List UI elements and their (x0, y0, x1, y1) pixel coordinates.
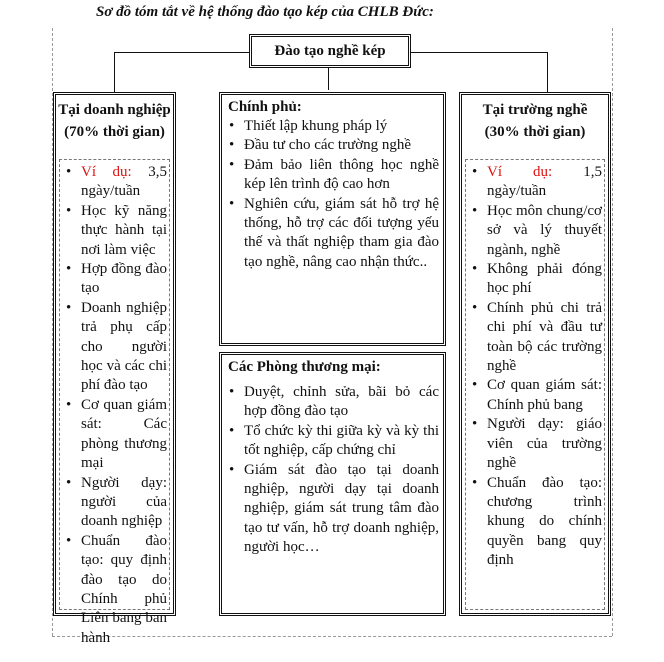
bullet-line: chỉ (377, 442, 396, 459)
bullet-line: doanh nghiệp (81, 513, 163, 530)
bullet-line: Chính phủ chi (487, 299, 579, 316)
bullet-line: nghiệp tham gia đào tạo (244, 234, 439, 270)
chamber-title: Các Phòng thương mại: (228, 359, 381, 375)
bullet-line: học phí (487, 280, 532, 297)
bullet-line: người học và (81, 338, 167, 375)
bullet-line: khung do chính (487, 513, 602, 530)
bullet-line: phủ Liên bang (81, 590, 167, 627)
government-title: Chính phủ: (228, 99, 302, 115)
example-label: Ví dụ: (487, 164, 553, 180)
left-title-line-1: Tại doanh nghiệp (58, 102, 171, 118)
bullet-line: Giám sát đào tạo tại doanh (244, 461, 439, 478)
bullet-line: Người dạy: giáo (487, 416, 602, 433)
bullet-line: hơn (366, 176, 390, 193)
bullet-line: nghiệp, người dạy tại doanh (244, 481, 439, 498)
bullet-item (465, 415, 602, 473)
bullet-line: Cơ quan giám (81, 396, 167, 413)
bullet-line: tư toàn bộ các (487, 319, 602, 355)
bullet-line: Nghiên cứu, giám sát hỗ trợ (244, 195, 420, 212)
bullet-item (222, 136, 439, 155)
bullet-line: nghề, nâng cao nhận thức.. (266, 253, 428, 270)
bullet-line: nghề kép lên trình độ cao (244, 156, 439, 193)
bullet-line: bang (553, 396, 583, 413)
bullet-item (465, 260, 602, 299)
bullet-line: sát: Chính phủ (487, 377, 602, 413)
connector-top-left (114, 52, 249, 53)
bullet-item (222, 156, 439, 195)
bullet-line: Học kỹ năng (81, 202, 167, 219)
right-column-header (462, 95, 608, 157)
bullet-line: kỳ thi tốt nghiệp, cấp chứng (244, 422, 440, 459)
bullet-line: Chuẩn đào tạo: (81, 532, 167, 569)
diagram-caption: Sơ đồ tóm tắt về hệ thống đào tạo kép của CHLB Đức: (96, 4, 434, 20)
bullet-line: Thiết lập khung pháp lý (244, 118, 388, 134)
bullet-item (222, 117, 439, 136)
bullet-line: nghề (487, 455, 517, 472)
bullet-line: Học môn (487, 202, 543, 219)
bullet-line: nghề (531, 241, 561, 258)
bullet-line: Người dạy: (81, 474, 167, 491)
bullet-line: quy định đào (81, 552, 168, 588)
bullet-item (222, 383, 439, 422)
bullet-line: ban hành (81, 610, 167, 646)
government-box (219, 92, 446, 346)
bullet-line: viên của trường (487, 435, 602, 452)
bullet-line: nghiệp, giám sát trung tâm (244, 500, 412, 517)
bullet-item (59, 299, 167, 396)
bullet-item (59, 260, 167, 299)
bullet-item (465, 202, 602, 260)
bullet-item (465, 299, 602, 377)
bullet-item (222, 422, 439, 461)
bullet-line: tạo (129, 377, 148, 394)
bullet-line: Tổ chức kỳ thi giữa kỳ và (244, 422, 401, 439)
bullet-line: Chuẩn đào tạo: (487, 474, 602, 491)
bullet-line: chung/cơ sở và (487, 202, 602, 239)
bullet-line: các chi phí đào (81, 358, 167, 394)
bullet-line: ngày/tuần (81, 183, 141, 200)
bullet-line: định (487, 552, 514, 569)
bullet-item (59, 396, 167, 474)
bullet-item (222, 195, 439, 273)
bullet-item (465, 474, 602, 571)
bullet-line: thương mại (81, 435, 167, 472)
bullet-line: Hợp đồng đào (81, 261, 167, 278)
top-box (249, 34, 411, 68)
bullet-line: Cơ quan giám (487, 377, 576, 394)
right-title-line-1: Tại trường nghề (482, 102, 588, 118)
right-column (459, 92, 611, 616)
connector-top-right (411, 52, 548, 53)
left-column-header (56, 95, 173, 157)
bullet-item (59, 474, 167, 532)
bullet-line: nơi làm việc (81, 241, 156, 258)
bullet-line: đào tạo tư vấn, hỗ trợ doanh (244, 500, 440, 536)
bullet-line: Doanh nghiệp (81, 299, 167, 316)
bullet-item (59, 202, 167, 260)
bullet-line: Đầu tư cho các trường nghề (244, 137, 412, 154)
bullet-line: Không phải đóng (487, 261, 602, 278)
right-title-line-2: (30% thời gian) (484, 124, 586, 140)
bullet-line: tạo do Chính (81, 571, 167, 607)
connector-down-center (328, 68, 329, 90)
connector-down-right (547, 52, 548, 92)
chamber-box (219, 352, 446, 616)
example-label: Ví dụ: (81, 164, 132, 180)
bullet-line: sát: Các phòng (81, 416, 167, 452)
government-list (222, 117, 443, 272)
bullet-line: lý thuyết ngành, (487, 222, 602, 258)
bullet-item (465, 163, 602, 202)
bullet-line: thực hành tại (81, 222, 167, 239)
bullet-line: trả phụ cấp cho (81, 319, 167, 355)
right-list (465, 163, 602, 571)
bullet-line: người của (81, 493, 167, 510)
right-page-guide (612, 28, 613, 636)
bullet-line: các hợp đồng đào tạo (244, 384, 439, 420)
bullet-line: chương trình (487, 493, 602, 510)
bullet-line: Đảm bảo liên thông học (244, 156, 403, 173)
bullet-item (465, 376, 602, 415)
left-column (53, 92, 176, 646)
bullet-line: nghiệp, người học… (244, 519, 439, 556)
bullet-line: quyền bang quy (487, 532, 602, 549)
left-title-line-2: (70% thời gian) (64, 124, 165, 140)
bullet-line: Duyệt, chỉnh sửa, bãi bỏ (244, 384, 411, 400)
bullet-item (222, 461, 439, 558)
bullet-line: tượng yếu thế và thất (244, 215, 440, 251)
bullet-line: 1,5 (583, 164, 603, 180)
bullet-line: ngày/tuần (487, 183, 547, 200)
bullet-item (59, 532, 167, 648)
bullet-line: trường nghề (487, 338, 602, 375)
bullet-line: trả chi phí và đầu (487, 299, 603, 336)
bullet-line: 3,5 (148, 164, 168, 180)
bullet-line: tạo (81, 280, 100, 297)
bullet-item (59, 163, 167, 202)
chamber-list (222, 383, 443, 558)
top-box-title: Đào tạo nghề kép (274, 43, 386, 59)
connector-down-left (114, 52, 115, 92)
bullet-line: hệ thống, hỗ trợ các đối (244, 195, 439, 232)
left-list (59, 163, 167, 648)
